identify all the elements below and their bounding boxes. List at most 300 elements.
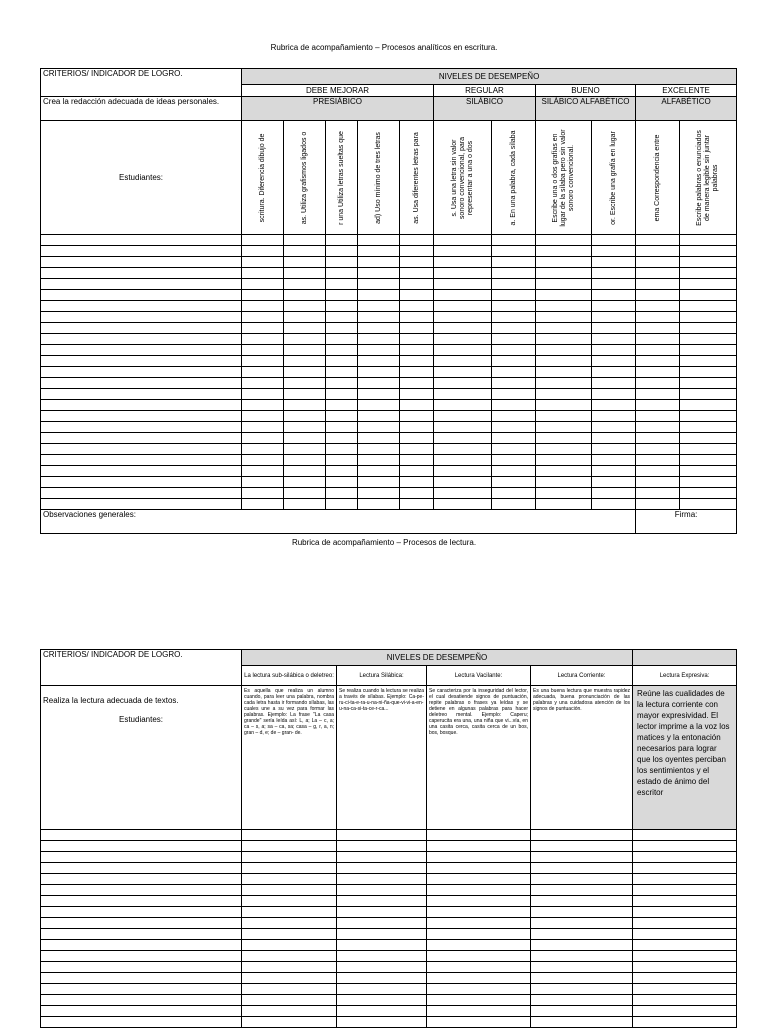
- student-cell[interactable]: [636, 235, 680, 246]
- student-cell[interactable]: [242, 433, 284, 444]
- student-cell[interactable]: [592, 290, 636, 301]
- student-cell[interactable]: [41, 378, 242, 389]
- student-cell[interactable]: [427, 918, 531, 929]
- student-cell[interactable]: [592, 422, 636, 433]
- student-cell[interactable]: [41, 918, 242, 929]
- student-cell[interactable]: [592, 323, 636, 334]
- student-cell[interactable]: [337, 1006, 427, 1017]
- student-cell[interactable]: [242, 422, 284, 433]
- student-cell[interactable]: [434, 378, 492, 389]
- student-cell[interactable]: [242, 400, 284, 411]
- student-cell[interactable]: [680, 367, 737, 378]
- student-cell[interactable]: [41, 323, 242, 334]
- student-cell[interactable]: [492, 356, 536, 367]
- student-cell[interactable]: [636, 301, 680, 312]
- student-cell[interactable]: [41, 863, 242, 874]
- student-cell[interactable]: [242, 290, 284, 301]
- student-cell[interactable]: [536, 444, 592, 455]
- student-cell[interactable]: [41, 466, 242, 477]
- student-cell[interactable]: [284, 422, 326, 433]
- student-cell[interactable]: [358, 499, 400, 510]
- student-cell[interactable]: [434, 488, 492, 499]
- student-cell[interactable]: [434, 279, 492, 290]
- student-cell[interactable]: [680, 455, 737, 466]
- student-cell[interactable]: [636, 422, 680, 433]
- student-cell[interactable]: [680, 268, 737, 279]
- student-cell[interactable]: [284, 268, 326, 279]
- student-cell[interactable]: [284, 411, 326, 422]
- student-cell[interactable]: [531, 929, 633, 940]
- student-cell[interactable]: [284, 334, 326, 345]
- student-cell[interactable]: [427, 874, 531, 885]
- student-cell[interactable]: [492, 488, 536, 499]
- student-cell[interactable]: [242, 301, 284, 312]
- student-cell[interactable]: [41, 367, 242, 378]
- student-cell[interactable]: [242, 246, 284, 257]
- student-cell[interactable]: [400, 499, 434, 510]
- student-cell[interactable]: [337, 830, 427, 841]
- student-cell[interactable]: [427, 973, 531, 984]
- student-cell[interactable]: [680, 477, 737, 488]
- student-cell[interactable]: [326, 444, 358, 455]
- student-cell[interactable]: [536, 466, 592, 477]
- student-cell[interactable]: [242, 477, 284, 488]
- student-cell[interactable]: [242, 951, 337, 962]
- student-cell[interactable]: [427, 929, 531, 940]
- student-cell[interactable]: [492, 400, 536, 411]
- student-cell[interactable]: [636, 268, 680, 279]
- student-cell[interactable]: [41, 830, 242, 841]
- student-cell[interactable]: [326, 301, 358, 312]
- student-cell[interactable]: [592, 455, 636, 466]
- student-cell[interactable]: [284, 367, 326, 378]
- student-cell[interactable]: [636, 279, 680, 290]
- student-cell[interactable]: [427, 940, 531, 951]
- student-cell[interactable]: [536, 367, 592, 378]
- student-cell[interactable]: [41, 874, 242, 885]
- student-cell[interactable]: [636, 477, 680, 488]
- student-cell[interactable]: [680, 334, 737, 345]
- student-cell[interactable]: [492, 466, 536, 477]
- student-cell[interactable]: [284, 246, 326, 257]
- student-cell[interactable]: [633, 1006, 737, 1017]
- student-cell[interactable]: [636, 499, 680, 510]
- student-cell[interactable]: [536, 477, 592, 488]
- student-cell[interactable]: [242, 929, 337, 940]
- student-cell[interactable]: [633, 951, 737, 962]
- student-cell[interactable]: [492, 477, 536, 488]
- student-cell[interactable]: [337, 918, 427, 929]
- student-cell[interactable]: [400, 301, 434, 312]
- student-cell[interactable]: [337, 951, 427, 962]
- student-cell[interactable]: [434, 400, 492, 411]
- student-cell[interactable]: [680, 345, 737, 356]
- student-cell[interactable]: [284, 323, 326, 334]
- student-cell[interactable]: [633, 907, 737, 918]
- student-cell[interactable]: [592, 345, 636, 356]
- student-cell[interactable]: [633, 841, 737, 852]
- student-cell[interactable]: [400, 345, 434, 356]
- student-cell[interactable]: [358, 323, 400, 334]
- student-cell[interactable]: [592, 279, 636, 290]
- student-cell[interactable]: [492, 279, 536, 290]
- student-cell[interactable]: [41, 301, 242, 312]
- student-cell[interactable]: [400, 279, 434, 290]
- student-cell[interactable]: [592, 367, 636, 378]
- student-cell[interactable]: [434, 257, 492, 268]
- student-cell[interactable]: [326, 411, 358, 422]
- student-cell[interactable]: [531, 951, 633, 962]
- student-cell[interactable]: [680, 466, 737, 477]
- student-cell[interactable]: [242, 830, 337, 841]
- student-cell[interactable]: [536, 345, 592, 356]
- student-cell[interactable]: [400, 356, 434, 367]
- student-cell[interactable]: [41, 235, 242, 246]
- student-cell[interactable]: [400, 290, 434, 301]
- student-cell[interactable]: [680, 312, 737, 323]
- student-cell[interactable]: [636, 323, 680, 334]
- student-cell[interactable]: [284, 400, 326, 411]
- student-cell[interactable]: [680, 257, 737, 268]
- student-cell[interactable]: [592, 411, 636, 422]
- student-cell[interactable]: [242, 257, 284, 268]
- student-cell[interactable]: [358, 334, 400, 345]
- student-cell[interactable]: [284, 389, 326, 400]
- student-cell[interactable]: [337, 885, 427, 896]
- student-cell[interactable]: [242, 863, 337, 874]
- student-cell[interactable]: [636, 389, 680, 400]
- student-cell[interactable]: [592, 499, 636, 510]
- student-cell[interactable]: [326, 367, 358, 378]
- student-cell[interactable]: [427, 984, 531, 995]
- student-cell[interactable]: [358, 433, 400, 444]
- student-cell[interactable]: [358, 235, 400, 246]
- student-cell[interactable]: [326, 356, 358, 367]
- student-cell[interactable]: [358, 290, 400, 301]
- student-cell[interactable]: [633, 830, 737, 841]
- student-cell[interactable]: [326, 400, 358, 411]
- student-cell[interactable]: [41, 246, 242, 257]
- student-cell[interactable]: [41, 1006, 242, 1017]
- student-cell[interactable]: [633, 940, 737, 951]
- student-cell[interactable]: [337, 940, 427, 951]
- student-cell[interactable]: [531, 885, 633, 896]
- student-cell[interactable]: [492, 312, 536, 323]
- student-cell[interactable]: [326, 455, 358, 466]
- student-cell[interactable]: [680, 235, 737, 246]
- student-cell[interactable]: [284, 499, 326, 510]
- student-cell[interactable]: [400, 334, 434, 345]
- student-cell[interactable]: [358, 422, 400, 433]
- student-cell[interactable]: [592, 488, 636, 499]
- student-cell[interactable]: [242, 907, 337, 918]
- student-cell[interactable]: [326, 433, 358, 444]
- student-cell[interactable]: [41, 973, 242, 984]
- student-cell[interactable]: [326, 477, 358, 488]
- student-cell[interactable]: [536, 301, 592, 312]
- student-cell[interactable]: [400, 488, 434, 499]
- student-cell[interactable]: [680, 400, 737, 411]
- student-cell[interactable]: [41, 499, 242, 510]
- student-cell[interactable]: [326, 345, 358, 356]
- student-cell[interactable]: [636, 378, 680, 389]
- student-cell[interactable]: [326, 257, 358, 268]
- student-cell[interactable]: [358, 246, 400, 257]
- student-cell[interactable]: [284, 466, 326, 477]
- student-cell[interactable]: [284, 345, 326, 356]
- student-cell[interactable]: [434, 356, 492, 367]
- student-cell[interactable]: [358, 400, 400, 411]
- student-cell[interactable]: [531, 1017, 633, 1028]
- student-cell[interactable]: [592, 235, 636, 246]
- student-cell[interactable]: [41, 488, 242, 499]
- student-cell[interactable]: [41, 433, 242, 444]
- student-cell[interactable]: [41, 841, 242, 852]
- student-cell[interactable]: [337, 841, 427, 852]
- student-cell[interactable]: [242, 455, 284, 466]
- student-cell[interactable]: [536, 235, 592, 246]
- student-cell[interactable]: [41, 929, 242, 940]
- student-cell[interactable]: [636, 455, 680, 466]
- student-cell[interactable]: [41, 400, 242, 411]
- student-cell[interactable]: [434, 433, 492, 444]
- student-cell[interactable]: [427, 852, 531, 863]
- student-cell[interactable]: [492, 367, 536, 378]
- student-cell[interactable]: [400, 312, 434, 323]
- student-cell[interactable]: [427, 962, 531, 973]
- student-cell[interactable]: [337, 852, 427, 863]
- student-cell[interactable]: [536, 246, 592, 257]
- student-cell[interactable]: [592, 257, 636, 268]
- student-cell[interactable]: [434, 268, 492, 279]
- student-cell[interactable]: [400, 246, 434, 257]
- student-cell[interactable]: [242, 367, 284, 378]
- student-cell[interactable]: [242, 389, 284, 400]
- student-cell[interactable]: [680, 389, 737, 400]
- student-cell[interactable]: [434, 301, 492, 312]
- student-cell[interactable]: [434, 367, 492, 378]
- student-cell[interactable]: [633, 962, 737, 973]
- student-cell[interactable]: [531, 907, 633, 918]
- student-cell[interactable]: [242, 323, 284, 334]
- student-cell[interactable]: [427, 896, 531, 907]
- student-cell[interactable]: [326, 488, 358, 499]
- student-cell[interactable]: [492, 323, 536, 334]
- student-cell[interactable]: [536, 389, 592, 400]
- student-cell[interactable]: [400, 323, 434, 334]
- student-cell[interactable]: [358, 257, 400, 268]
- student-cell[interactable]: [592, 433, 636, 444]
- student-cell[interactable]: [242, 973, 337, 984]
- student-cell[interactable]: [531, 995, 633, 1006]
- student-cell[interactable]: [633, 918, 737, 929]
- student-cell[interactable]: [400, 422, 434, 433]
- student-cell[interactable]: [680, 488, 737, 499]
- student-cell[interactable]: [536, 279, 592, 290]
- student-cell[interactable]: [680, 301, 737, 312]
- student-cell[interactable]: [41, 257, 242, 268]
- student-cell[interactable]: [531, 1006, 633, 1017]
- student-cell[interactable]: [284, 433, 326, 444]
- student-cell[interactable]: [592, 334, 636, 345]
- student-cell[interactable]: [337, 863, 427, 874]
- student-cell[interactable]: [41, 312, 242, 323]
- student-cell[interactable]: [680, 323, 737, 334]
- student-cell[interactable]: [242, 334, 284, 345]
- student-cell[interactable]: [680, 433, 737, 444]
- student-cell[interactable]: [242, 852, 337, 863]
- student-cell[interactable]: [41, 422, 242, 433]
- student-cell[interactable]: [536, 290, 592, 301]
- student-cell[interactable]: [633, 1017, 737, 1028]
- student-cell[interactable]: [326, 268, 358, 279]
- student-cell[interactable]: [434, 455, 492, 466]
- student-cell[interactable]: [284, 312, 326, 323]
- student-cell[interactable]: [492, 433, 536, 444]
- student-cell[interactable]: [358, 268, 400, 279]
- student-cell[interactable]: [41, 896, 242, 907]
- student-cell[interactable]: [536, 422, 592, 433]
- student-cell[interactable]: [531, 962, 633, 973]
- student-cell[interactable]: [636, 367, 680, 378]
- student-cell[interactable]: [680, 356, 737, 367]
- student-cell[interactable]: [592, 444, 636, 455]
- student-cell[interactable]: [284, 301, 326, 312]
- student-cell[interactable]: [326, 312, 358, 323]
- student-cell[interactable]: [242, 356, 284, 367]
- student-cell[interactable]: [41, 455, 242, 466]
- student-cell[interactable]: [242, 962, 337, 973]
- student-cell[interactable]: [41, 951, 242, 962]
- student-cell[interactable]: [358, 367, 400, 378]
- student-cell[interactable]: [242, 940, 337, 951]
- student-cell[interactable]: [400, 378, 434, 389]
- student-cell[interactable]: [41, 334, 242, 345]
- student-cell[interactable]: [41, 411, 242, 422]
- student-cell[interactable]: [242, 896, 337, 907]
- student-cell[interactable]: [680, 422, 737, 433]
- student-cell[interactable]: [242, 984, 337, 995]
- student-cell[interactable]: [242, 345, 284, 356]
- student-cell[interactable]: [492, 411, 536, 422]
- student-cell[interactable]: [592, 246, 636, 257]
- student-cell[interactable]: [636, 433, 680, 444]
- student-cell[interactable]: [284, 378, 326, 389]
- student-cell[interactable]: [284, 488, 326, 499]
- student-cell[interactable]: [492, 422, 536, 433]
- student-cell[interactable]: [592, 400, 636, 411]
- student-cell[interactable]: [633, 973, 737, 984]
- student-cell[interactable]: [492, 246, 536, 257]
- student-cell[interactable]: [427, 1017, 531, 1028]
- student-cell[interactable]: [536, 312, 592, 323]
- student-cell[interactable]: [492, 290, 536, 301]
- student-cell[interactable]: [326, 378, 358, 389]
- student-cell[interactable]: [358, 411, 400, 422]
- student-cell[interactable]: [242, 268, 284, 279]
- student-cell[interactable]: [242, 279, 284, 290]
- student-cell[interactable]: [337, 995, 427, 1006]
- student-cell[interactable]: [636, 411, 680, 422]
- student-cell[interactable]: [680, 444, 737, 455]
- student-cell[interactable]: [434, 345, 492, 356]
- student-cell[interactable]: [492, 499, 536, 510]
- student-cell[interactable]: [242, 411, 284, 422]
- student-cell[interactable]: [592, 268, 636, 279]
- student-cell[interactable]: [400, 444, 434, 455]
- student-cell[interactable]: [592, 466, 636, 477]
- student-cell[interactable]: [284, 455, 326, 466]
- student-cell[interactable]: [492, 268, 536, 279]
- student-cell[interactable]: [434, 499, 492, 510]
- student-cell[interactable]: [358, 356, 400, 367]
- student-cell[interactable]: [536, 334, 592, 345]
- student-cell[interactable]: [592, 301, 636, 312]
- student-cell[interactable]: [592, 378, 636, 389]
- student-cell[interactable]: [536, 499, 592, 510]
- student-cell[interactable]: [492, 334, 536, 345]
- student-cell[interactable]: [427, 1006, 531, 1017]
- student-cell[interactable]: [242, 874, 337, 885]
- student-cell[interactable]: [592, 356, 636, 367]
- student-cell[interactable]: [633, 863, 737, 874]
- student-cell[interactable]: [633, 852, 737, 863]
- student-cell[interactable]: [400, 400, 434, 411]
- student-cell[interactable]: [427, 863, 531, 874]
- student-cell[interactable]: [337, 973, 427, 984]
- student-cell[interactable]: [358, 466, 400, 477]
- student-cell[interactable]: [536, 257, 592, 268]
- student-cell[interactable]: [242, 918, 337, 929]
- student-cell[interactable]: [242, 885, 337, 896]
- student-cell[interactable]: [358, 378, 400, 389]
- student-cell[interactable]: [41, 290, 242, 301]
- student-cell[interactable]: [427, 841, 531, 852]
- student-cell[interactable]: [592, 389, 636, 400]
- student-cell[interactable]: [636, 400, 680, 411]
- student-cell[interactable]: [242, 312, 284, 323]
- student-cell[interactable]: [284, 290, 326, 301]
- student-cell[interactable]: [636, 444, 680, 455]
- student-cell[interactable]: [41, 444, 242, 455]
- student-cell[interactable]: [633, 984, 737, 995]
- student-cell[interactable]: [636, 345, 680, 356]
- student-cell[interactable]: [242, 378, 284, 389]
- student-cell[interactable]: [358, 301, 400, 312]
- student-cell[interactable]: [434, 411, 492, 422]
- student-cell[interactable]: [636, 334, 680, 345]
- student-cell[interactable]: [434, 246, 492, 257]
- student-cell[interactable]: [536, 378, 592, 389]
- student-cell[interactable]: [358, 488, 400, 499]
- student-cell[interactable]: [41, 995, 242, 1006]
- student-cell[interactable]: [492, 378, 536, 389]
- student-cell[interactable]: [326, 246, 358, 257]
- student-cell[interactable]: [492, 444, 536, 455]
- student-cell[interactable]: [41, 885, 242, 896]
- student-cell[interactable]: [400, 389, 434, 400]
- student-cell[interactable]: [531, 852, 633, 863]
- student-cell[interactable]: [536, 268, 592, 279]
- student-cell[interactable]: [337, 929, 427, 940]
- student-cell[interactable]: [531, 918, 633, 929]
- student-cell[interactable]: [492, 455, 536, 466]
- student-cell[interactable]: [427, 995, 531, 1006]
- student-cell[interactable]: [242, 499, 284, 510]
- student-cell[interactable]: [242, 841, 337, 852]
- student-cell[interactable]: [427, 907, 531, 918]
- student-cell[interactable]: [400, 433, 434, 444]
